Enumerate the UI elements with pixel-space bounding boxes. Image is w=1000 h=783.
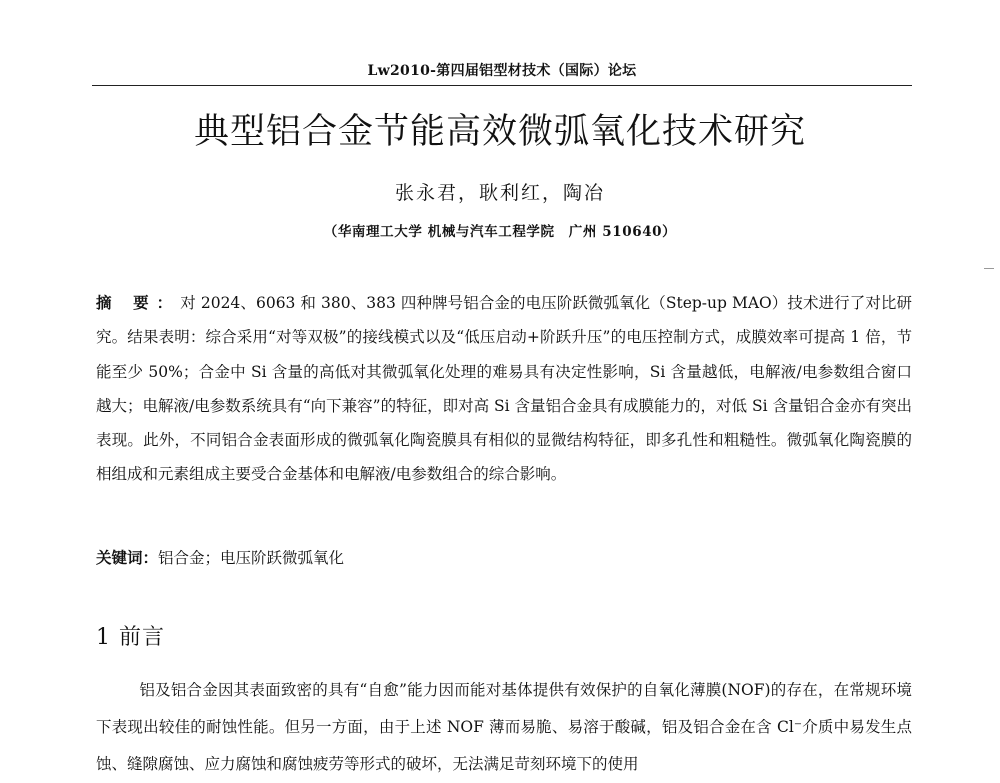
abstract: [96, 286, 912, 492]
paper-title: 典型铝合金节能高效微弧氧化技术研究: [193, 112, 806, 152]
affiliation: （华南理工大学 机械与汽车工程学院 广州 510640）: [323, 224, 677, 240]
author-list: 张永君，耿利红，陶冶: [394, 182, 605, 204]
keywords: [96, 543, 912, 573]
keywords-label: 关键词：: [96, 548, 159, 567]
section-heading: 1 前言: [96, 625, 165, 650]
abstract-text: 对 2024、6063 和 380、383 四种牌号铝合金的电压阶跃微弧氧化（Step-up MAO）技术进行了对比研究。结果表明：综合采用“对等双极”的接线模式以及“低压启动+阶跃升压”的电压控制方式，成膜效率可提高 1 倍，节能至少 50%；合金中 Si 含量的高低对其微弧氧化处理的难易具有决定性影响，Si 含量越低，电解液/电参数组合窗口越大；电解液/电参数系统具有“向下兼容”的特征，即对高 Si 含量铝合金具有成膜能力的，对低 Si 含量铝合金亦有突出表现。此外，不同铝合金表面形成的微弧氧化陶瓷膜具有相似的显微结构特征，即多孔性和粗糙性。微弧氧化陶瓷膜的相组成和元素组成主要受合金基体和电解液/电参数组合的综合影响。: [96, 294, 912, 484]
body-paragraph: 铝及铝合金因其表面致密的具有“自愈”能力因而能对基体提供有效保护的自氧化薄膜(NOF)的存在，在常规环境下表现出较佳的耐蚀性能。但另一方面，由于上述 NOF 薄而易脆、易溶于酸碱，铝及铝合金在含 Cl⁻介质中易发生点蚀、缝隙腐蚀、应力腐蚀和腐蚀疲劳等形式的破坏，无法满足苛刻环境下的使用: [96, 681, 912, 773]
keywords-text: 铝合金；电压阶跃微弧氧化: [158, 549, 345, 567]
abstract-label: 摘 要：: [96, 293, 181, 312]
running-header: Lw2010-第四届铝型材技术（国际）论坛: [92, 60, 912, 86]
scan-edge-mark: [984, 268, 994, 269]
